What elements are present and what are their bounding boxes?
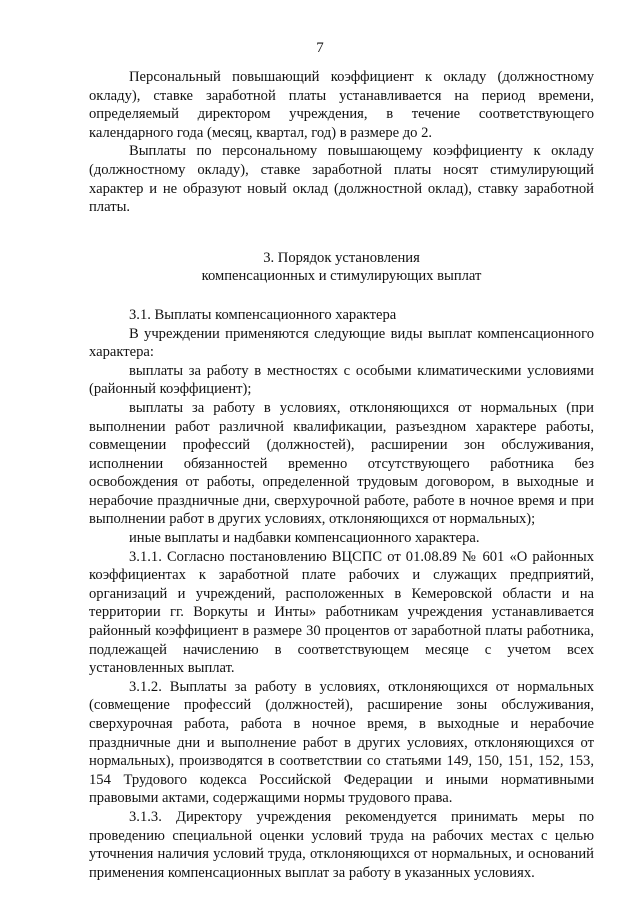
clause-3-1-3: 3.1.3. Директору учреждения рекомендуется принимать меры по проведению специальной оценки условий труда на рабочих местах с целью уточнения наличия условий труда, отклоняющихся от нормальных, и оснований применения компенсационных выплат за работу в указанных условиях. xyxy=(89,808,594,881)
section-heading xyxy=(89,249,594,286)
subsection-title: 3.1. Выплаты компенсационного характера xyxy=(129,306,397,323)
payment-type-item: выплаты за работу в местностях с особыми климатическими условиями (районный коэффициент); xyxy=(89,362,594,398)
paragraph-personal-coefficient: Персональный повышающий коэффициент к окладу (должностному окладу), ставке заработной платы устанавливается на период времени, определяемый директором учреждения, в течение соответствующего календарного года (месяц, квартал, год) в размере до 2. xyxy=(89,69,594,141)
section-heading-line-2: компенсационных и стимулирующих выплат xyxy=(201,268,482,285)
paragraph-payments-nature: Выплаты по персональному повышающему коэффициенту к окладу (должностному окладу), ставке заработной платы носят стимулирующий характер и не образуют новый оклад (должностной оклад), ставку заработной платы. xyxy=(89,143,594,216)
document-body xyxy=(89,68,594,882)
payment-type-item: иные выплаты и надбавки компенсационного характера. xyxy=(129,530,480,547)
clause-3-1-2: 3.1.2. Выплаты за работу в условиях, отклоняющихся от нормальных (совмещение профессий (должностей), расширение зоны обслуживания, сверхурочная работа, работа в ночное время, в выходные и нерабочие праздничные дни и выполнение работ в других условиях, отклоняющихся от нормальных), производятся в соответствии со статьями 149, 150, 151, 152, 153, 154 Трудового кодекса Российской Федерации и иными нормативными правовыми актами, содержащими нормы трудового права. xyxy=(89,678,594,807)
page-number: 7 xyxy=(316,40,324,56)
paragraph-intro: В учреждении применяются следующие виды выплат компенсационного характера: xyxy=(89,325,594,361)
payment-type-item: выплаты за работу в условиях, отклоняющихся от нормальных (при выполнении работ различной квалификации, разъездном характере работы, совмещении профессий (должностей), расширении зон обслуживания, исполнении обязанностей временно отсутствующего работника без освобождения от работы, определенной трудовым договором, в выходные и нерабочие праздничные дни, сверхурочной работе, работе в ночное время и при выполнении работ в других условиях, отклоняющихся от нормальных); xyxy=(89,399,594,528)
clause-3-1-1: 3.1.1. Согласно постановлению ВЦСПС от 01.08.89 № 601 «О районных коэффициентах к заработной плате рабочих и служащих предприятий, организаций и учреждений, расположенных в Кемеровской области и на территории гг. Воркуты и Инты» работникам учреждения устанавливается районный коэффициент в размере 30 процентов от заработной платы работника, подлежащей начислению в соответствующем месяце с учетом всех установленных выплат. xyxy=(89,548,594,677)
section-heading-line-1: 3. Порядок установления xyxy=(263,249,420,266)
